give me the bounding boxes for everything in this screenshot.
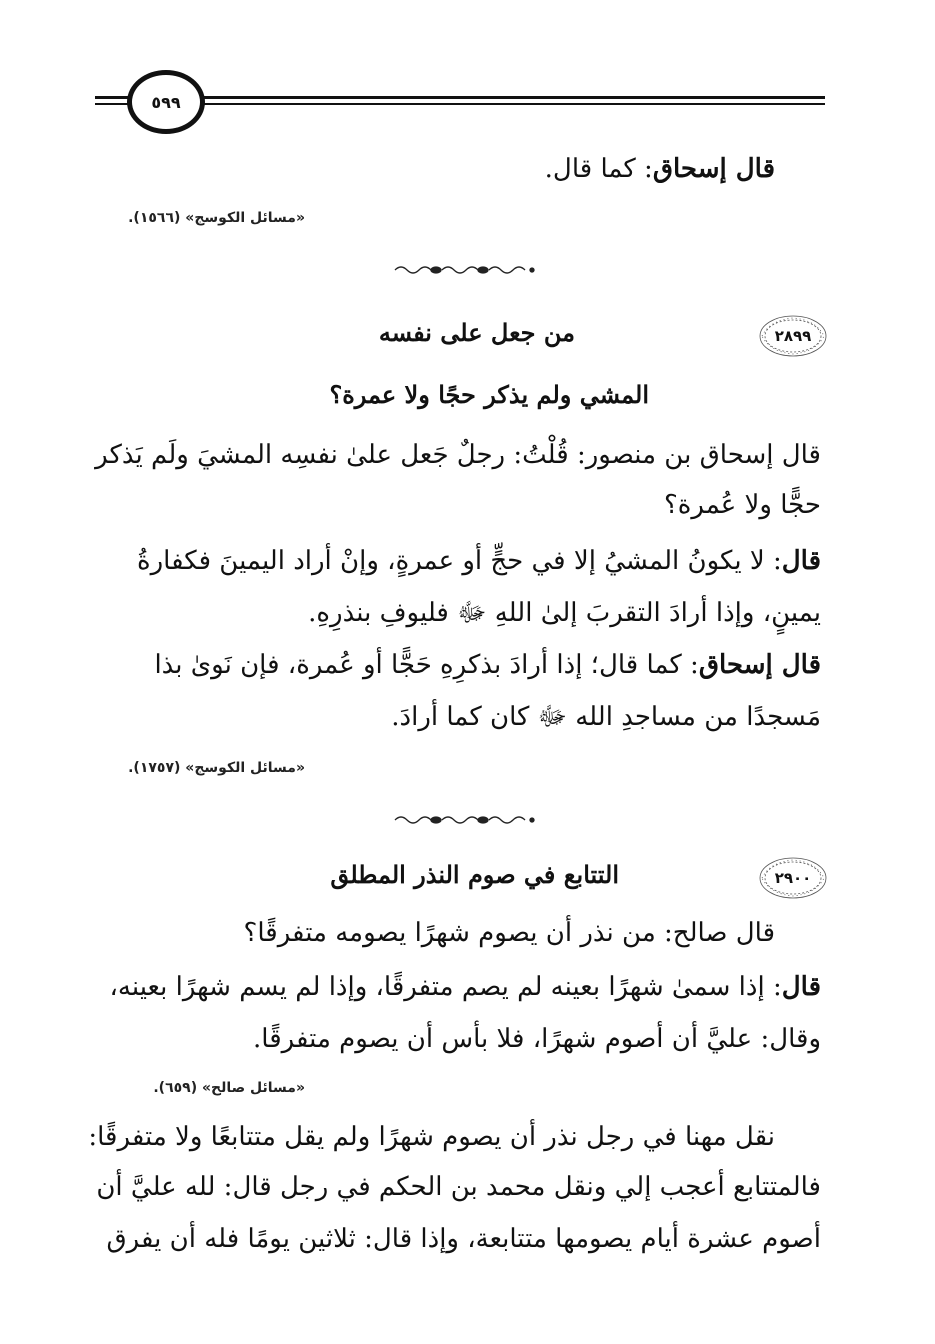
- page-number: ٥٩٩: [151, 92, 181, 112]
- text-line: قال صالح: من نذر أن يصوم شهرًا يصومه متفرقًا؟: [243, 918, 775, 948]
- text-line: [154, 650, 821, 680]
- entry-number-badge: [758, 314, 828, 358]
- text-line: نقل مهنا في رجل نذر أن يصوم شهرًا ولم يقل متتابعًا ولا متفرقًا:: [88, 1122, 775, 1152]
- speaker-label: قال إسحاق: [698, 650, 821, 680]
- page-number-badge: [127, 70, 205, 134]
- text-span: : كما قال.: [544, 154, 653, 184]
- text-line: [137, 546, 821, 576]
- speaker-label: قال إسحاق: [652, 154, 775, 184]
- speaker-label: قال: [781, 546, 821, 576]
- text-line: [110, 972, 821, 1002]
- text-span: : كما قال؛ إذا أرادَ بذكرِهِ حَجًّا أو عُمرة، فإن نَوىٰ بذا: [154, 650, 699, 680]
- text-line: قال إسحاق بن منصور: قُلْتُ: رجلٌ جَعل علىٰ نفسِه المشيَ ولَم يَذكر: [95, 440, 821, 470]
- divider-ornament-icon: [390, 262, 540, 278]
- text-line: أصوم عشرة أيام يصومها متتابعة، وإذا قال: ثلاثين يومًا فله أن يفرق: [106, 1224, 821, 1254]
- text-span: : لا يكونُ المشيُ إلا في حجٍّ أو عمرةٍ، وإنْ أراد اليمينَ فكفارةُ: [136, 546, 782, 576]
- text-line: [545, 154, 775, 184]
- citation: «مسائل صالح» (٦٥٩).: [153, 1080, 305, 1096]
- section-heading: المشي ولم يذكر حجًا ولا عمرة؟: [329, 380, 649, 409]
- entry-number-badge: [758, 856, 828, 900]
- entry-number: ٢٨٩٩: [774, 327, 812, 345]
- section-heading: من جعل على نفسه: [378, 318, 575, 347]
- text-line: مَسجدًا من مساجدِ الله ﷻ كان كما أرادَ.: [391, 702, 821, 732]
- text-line: حجًّا ولا عُمرة؟: [663, 490, 821, 520]
- text-line: وقال: عليَّ أن أصوم شهرًا، فلا بأس أن يصوم متفرقًا.: [253, 1024, 821, 1054]
- divider-ornament-icon: [390, 812, 540, 828]
- page-header: [95, 62, 825, 142]
- section-heading: التتابع في صوم النذر المطلق: [330, 860, 619, 889]
- text-span: : إذا سمىٰ شهرًا بعينه لم يصم متفرقًا، وإذا لم يسم شهرًا بعينه،: [109, 972, 782, 1002]
- text-line: يمينٍ، وإذا أرادَ التقربَ إلىٰ اللهِ ﷻ فليوفِ بنذرِهِ.: [308, 598, 821, 628]
- text-line: فالمتتابع أعجب إلي ونقل محمد بن الحكم في رجل قال: لله عليَّ أن: [96, 1172, 821, 1202]
- citation: «مسائل الكوسج» (١٧٥٧).: [128, 760, 305, 776]
- speaker-label: قال: [781, 972, 821, 1002]
- citation: «مسائل الكوسج» (١٥٦٦).: [128, 210, 305, 226]
- entry-number: ٢٩٠٠: [774, 869, 812, 887]
